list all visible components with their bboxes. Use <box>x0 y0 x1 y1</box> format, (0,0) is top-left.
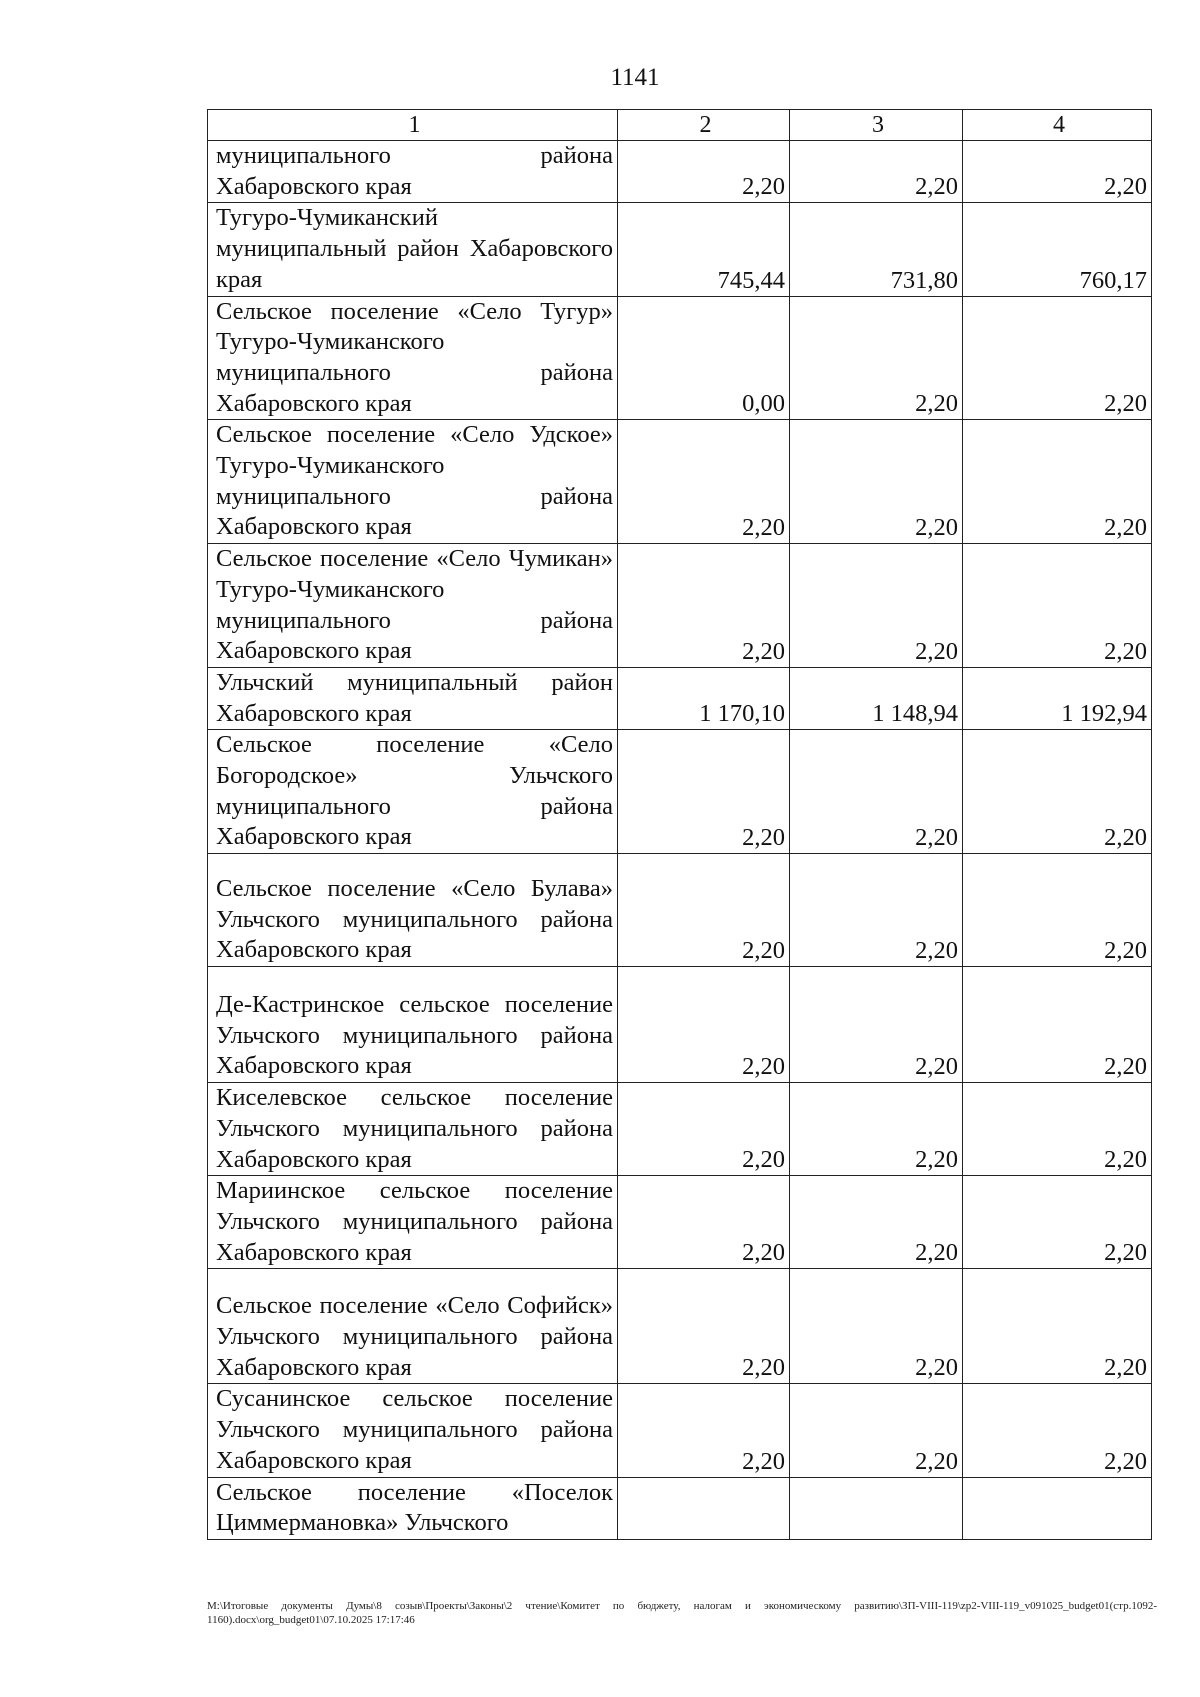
value-cell-col4: 2,20 <box>963 967 1152 1083</box>
value-cell-col3: 2,20 <box>790 967 963 1083</box>
value-cell-col3: 2,20 <box>790 1384 963 1477</box>
value-cell-col3: 2,20 <box>790 296 963 420</box>
value-cell-col2: 2,20 <box>618 1384 790 1477</box>
page-number: 1141 <box>610 64 660 91</box>
value-cell-col4: 2,20 <box>963 296 1152 420</box>
value-cell-col4: 2,20 <box>963 854 1152 967</box>
value-cell-col3: 2,20 <box>790 1269 963 1384</box>
value-cell-col3: 2,20 <box>790 420 963 544</box>
table-row <box>208 203 1152 296</box>
value-cell-col3: 2,20 <box>790 544 963 668</box>
value-cell-col4: 2,20 <box>963 730 1152 854</box>
value-cell-col2: 2,20 <box>618 967 790 1083</box>
value-cell-col2: 2,20 <box>618 1176 790 1269</box>
table-row <box>208 667 1152 729</box>
value-cell-col3: 731,80 <box>790 203 963 296</box>
table-row <box>208 141 1152 203</box>
municipality-name-cell: Мариинское сельское поселение Ульчского муниципального района Хабаровского края <box>208 1176 618 1269</box>
value-cell-col3: 2,20 <box>790 1176 963 1269</box>
value-cell-col4: 760,17 <box>963 203 1152 296</box>
municipality-name-cell: Сельское поселение «Село Богородское» Ульчского муниципального района Хабаровского края <box>208 730 618 854</box>
budget-table <box>207 109 1152 1540</box>
municipality-name-cell: Сусанинское сельское поселение Ульчского муниципального района Хабаровского края <box>208 1384 618 1477</box>
value-cell-col4: 2,20 <box>963 141 1152 203</box>
value-cell-col2: 2,20 <box>618 1083 790 1176</box>
value-cell-col4: 2,20 <box>963 420 1152 544</box>
table-row <box>208 1384 1152 1477</box>
table-row <box>208 1477 1152 1539</box>
value-cell-col4: 2,20 <box>963 1269 1152 1384</box>
value-cell-col4: 2,20 <box>963 1176 1152 1269</box>
municipality-name-cell: муниципального района Хабаровского края <box>208 141 618 203</box>
document-file-path-footer: M:\Итоговые документы Думы\8 созыв\Проекты\Законы\2 чтение\Комитет по бюджету, налогам и экономическому развитию\ЗП-VIII-119\zp2-VIII-119_v091025_budget01(стр.1092-1160).docx\org_budget01\07.10.2025 17:17:46 <box>207 1600 1157 1626</box>
value-cell-col2: 2,20 <box>618 854 790 967</box>
table-row <box>208 967 1152 1083</box>
budget-table-body <box>208 110 1152 1540</box>
table-row <box>208 1269 1152 1384</box>
column-header-1: 1 <box>208 110 618 141</box>
municipality-name-cell: Сельское поселение «Село Софийск» Ульчского муниципального района Хабаровского края <box>208 1269 618 1384</box>
value-cell-col4: 1 192,94 <box>963 667 1152 729</box>
column-header-2: 2 <box>618 110 790 141</box>
municipality-name-cell: Де-Кастринское сельское поселение Ульчского муниципального района Хабаровского края <box>208 967 618 1083</box>
value-cell-col3: 2,20 <box>790 854 963 967</box>
value-cell-col3: 1 148,94 <box>790 667 963 729</box>
value-cell-col3: 2,20 <box>790 141 963 203</box>
column-header-3: 3 <box>790 110 963 141</box>
municipality-name-cell: Киселевское сельское поселение Ульчского муниципального района Хабаровского края <box>208 1083 618 1176</box>
table-row <box>208 1083 1152 1176</box>
table-row <box>208 1176 1152 1269</box>
value-cell-col2 <box>618 1477 790 1539</box>
value-cell-col2: 1 170,10 <box>618 667 790 729</box>
table-row <box>208 854 1152 967</box>
value-cell-col2: 2,20 <box>618 1269 790 1384</box>
table-row <box>208 544 1152 668</box>
value-cell-col4: 2,20 <box>963 544 1152 668</box>
value-cell-col2: 2,20 <box>618 141 790 203</box>
value-cell-col3 <box>790 1477 963 1539</box>
value-cell-col2: 2,20 <box>618 730 790 854</box>
municipality-name-cell: Сельское поселение «Село Чумикан» Тугуро-Чумиканского муниципального района Хабаровского края <box>208 544 618 668</box>
value-cell-col2: 745,44 <box>618 203 790 296</box>
municipality-name-cell: Сельское поселение «Село Булава» Ульчского муниципального района Хабаровского края <box>208 854 618 967</box>
value-cell-col4 <box>963 1477 1152 1539</box>
table-row <box>208 420 1152 544</box>
municipality-name-cell: Ульчский муниципальный район Хабаровского края <box>208 667 618 729</box>
table-row <box>208 730 1152 854</box>
value-cell-col3: 2,20 <box>790 1083 963 1176</box>
municipality-name-cell: Сельское поселение «Поселок Циммермановка» Ульчского <box>208 1477 618 1539</box>
municipality-name-cell: Тугуро-Чумиканский муниципальный район Хабаровского края <box>208 203 618 296</box>
municipality-name-cell: Сельское поселение «Село Удское» Тугуро-Чумиканского муниципального района Хабаровского края <box>208 420 618 544</box>
municipality-name-cell: Сельское поселение «Село Тугур» Тугуро-Чумиканского муниципального района Хабаровского края <box>208 296 618 420</box>
value-cell-col4: 2,20 <box>963 1384 1152 1477</box>
value-cell-col2: 2,20 <box>618 544 790 668</box>
value-cell-col4: 2,20 <box>963 1083 1152 1176</box>
column-number-header-row <box>208 110 1152 141</box>
column-header-4: 4 <box>963 110 1152 141</box>
value-cell-col3: 2,20 <box>790 730 963 854</box>
value-cell-col2: 0,00 <box>618 296 790 420</box>
table-row <box>208 296 1152 420</box>
value-cell-col2: 2,20 <box>618 420 790 544</box>
